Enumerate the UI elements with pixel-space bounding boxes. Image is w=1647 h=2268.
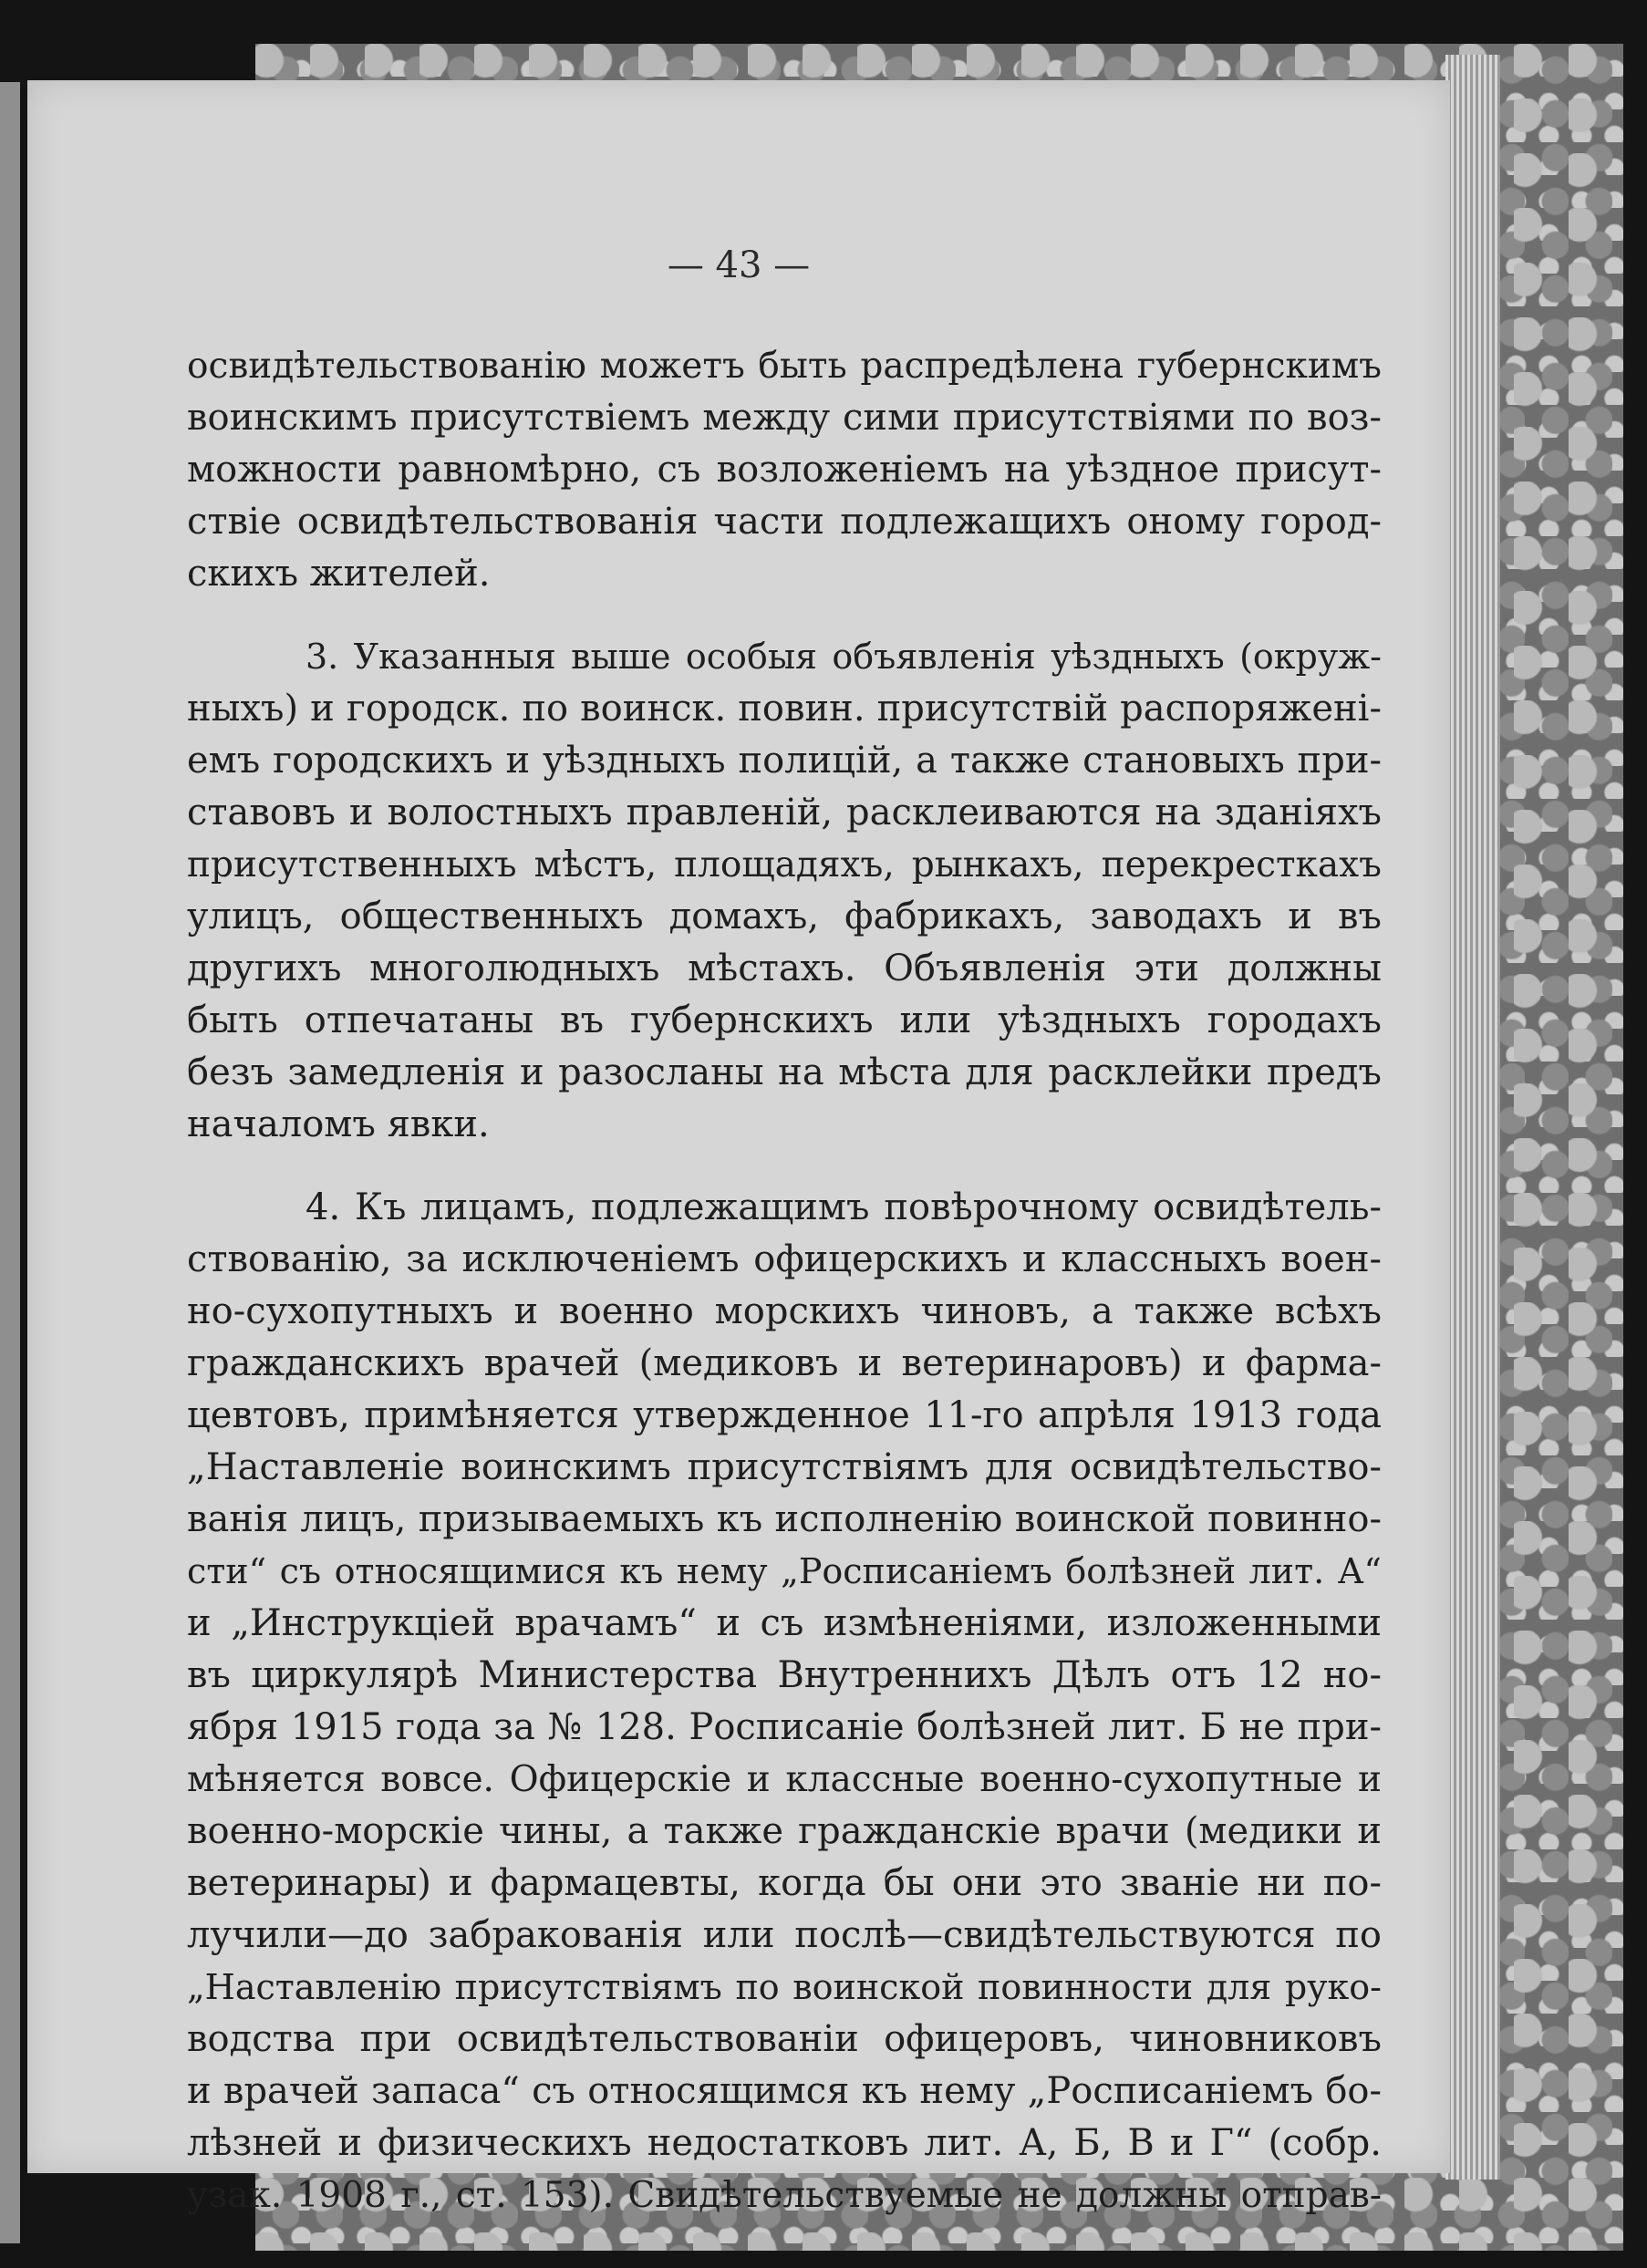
paragraph-2 — [187, 631, 1382, 1151]
text-line: скихъ жителей. — [187, 553, 491, 595]
text-line: „Наставленію присутствіямъ по воинской повинности для руко- — [187, 1967, 1382, 2007]
text-line: „Наставленіе воинскимъ присутствіямъ для освидѣтельство- — [187, 1446, 1382, 1488]
text-line: узак. 1908 г., ст. 153). Свидѣтельствуемые не должны отправ- — [187, 2175, 1382, 2216]
text-line: ставовъ и волостныхъ правленій, расклеиваются на зданіяхъ — [187, 792, 1382, 834]
text-line: 3. Указанныя выше особыя объявленія уѣздныхъ (окруж- — [306, 637, 1382, 677]
text-line: ября 1915 года за № 128. Росписаніе болѣзней лит. Б не при- — [187, 1706, 1382, 1748]
text-line: цевтовъ, примѣняется утвержденное 11-го апрѣля 1913 года — [187, 1394, 1382, 1436]
book-page — [27, 80, 1450, 2216]
text-line: мѣняется вовсе. Офицерскіе и классные военно-сухопутные и — [187, 1759, 1382, 1800]
text-line: можности равномѣрно, съ возложеніемъ на уѣздное присут- — [187, 449, 1382, 491]
text-line: присутственныхъ мѣстъ, площадяхъ, рынкахъ, перекресткахъ — [187, 844, 1382, 885]
text-line: водства при освидѣтельствованіи офицеровъ, чиновниковъ — [187, 2018, 1382, 2060]
text-line: 4. Къ лицамъ, подлежащимъ повѣрочному освидѣтель- — [306, 1186, 1382, 1228]
text-line: лѣзней и физическихъ недостатковъ лит. А, Б, В и Г“ (собр. — [187, 2122, 1382, 2164]
page-text — [187, 340, 1382, 2221]
text-line: ветеринары) и фармацевты, когда бы они это званіе ни по- — [187, 1862, 1382, 1904]
text-line: воинскимъ присутствіемъ между сими присутствіями по воз- — [187, 397, 1382, 439]
page-number: — 43 — — [667, 244, 811, 286]
text-line: ствіе освидѣтельствованія части подлежащихъ оному город- — [187, 501, 1382, 543]
text-line: ныхъ) и городск. по воинск. повин. присутствій распоряжені- — [187, 688, 1382, 730]
text-line: ствованію, за исключеніемъ офицерскихъ и классныхъ воен- — [187, 1238, 1382, 1280]
paragraph-1 — [187, 340, 1382, 600]
text-line: другихъ многолюдныхъ мѣстахъ. Объявленія эти должны — [187, 948, 1382, 989]
text-line: въ циркулярѣ Министерства Внутреннихъ Дѣлъ отъ 12 но- — [187, 1654, 1382, 1696]
text-line: емъ городскихъ и уѣздныхъ полицій, а также становыхъ при- — [187, 740, 1382, 782]
paragraph-3 — [187, 1182, 1382, 2221]
text-line: началомъ явки. — [187, 1103, 490, 1145]
text-line: военно-морскіе чины, а также гражданскіе врачи (медики и — [187, 1810, 1382, 1852]
text-line: быть отпечатаны въ губернскихъ или уѣздныхъ городахъ — [187, 999, 1382, 1041]
text-line: ванія лицъ, призываемыхъ къ исполненію воинской повинно- — [187, 1498, 1382, 1540]
text-line: и врачей запаса“ съ относящимся къ нему „Росписаніемъ бо- — [187, 2070, 1382, 2112]
text-line: освидѣтельствованію можетъ быть распредѣлена губернскимъ — [187, 346, 1382, 387]
text-line: улицъ, общественныхъ домахъ, фабрикахъ, заводахъ и въ — [187, 896, 1382, 937]
text-line: сти“ съ относящимися къ нему „Росписаніемъ болѣзней лит. А“ — [187, 1551, 1382, 1591]
text-line: и „Инструкціей врачамъ“ и съ измѣненіями, изложенными — [187, 1602, 1382, 1644]
text-line: гражданскихъ врачей (медиковъ и ветеринаровъ) и фарма- — [187, 1342, 1382, 1384]
text-line: безъ замедленія и разосланы на мѣста для расклейки предъ — [187, 1051, 1382, 1093]
page-edges — [1445, 55, 1500, 2180]
text-line: но-сухопутныхъ и военно морскихъ чиновъ, а также всѣхъ — [187, 1290, 1382, 1332]
facing-page-edge — [0, 82, 20, 2243]
text-line: лучили—до забракованія или послѣ—свидѣтельствуются по — [187, 1914, 1382, 1956]
